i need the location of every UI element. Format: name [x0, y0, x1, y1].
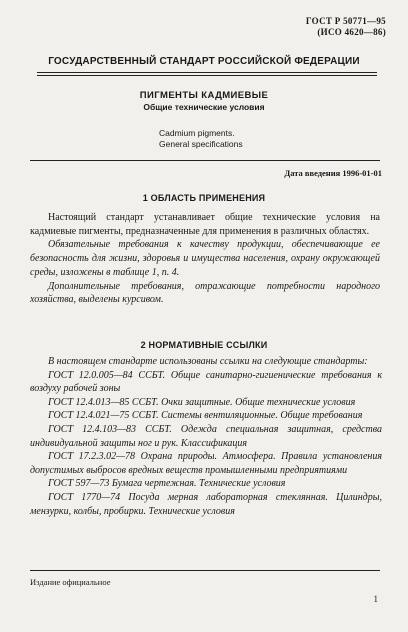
- standard-name: ГОСУДАРСТВЕННЫЙ СТАНДАРТ РОССИЙСКОЙ ФЕДЕРАЦИИ: [48, 56, 360, 67]
- english-title: Cadmium pigments.: [159, 128, 235, 138]
- introduction-date: Дата введения 1996-01-01: [284, 168, 382, 178]
- section-heading-references: 2 НОРМАТИВНЫЕ ССЫЛКИ: [140, 340, 268, 350]
- reference-item: ГОСТ 1770—74 Посуда мерная лабораторная стеклянная. Цилиндры, мензурки, колбы, пробирки. Технические условия: [30, 491, 382, 517]
- title-divider: [30, 160, 380, 161]
- iso-number: (ИСО 4620—86): [317, 27, 386, 37]
- header-rule-top: [37, 72, 377, 73]
- footer-rule: [30, 570, 380, 571]
- reference-item: ГОСТ 12.4.021—75 ССБТ. Системы вентиляционные. Общие требования: [48, 410, 363, 422]
- scope-paragraph: Настоящий стандарт устанавливает общие технические условия на кадмиевые пигменты, предназначенные для применения в различных областях.: [30, 212, 380, 237]
- reference-item: ГОСТ 12.0.005—84 ССБТ. Общие санитарно-гигиенические требования к воздуху рабочей зоны: [30, 369, 382, 395]
- reference-item: ГОСТ 12.4.013—85 ССБТ. Очки защитные. Общие технические условия: [48, 396, 356, 408]
- additional-requirements-paragraph: Дополнительные требования, отражающие потребности народного хозяйства, выделены курсивом.: [30, 280, 380, 306]
- gost-identifier: [306, 16, 386, 38]
- reference-item: ГОСТ 17.2.3.02—78 Охрана природы. Атмосфера. Правила установления допустимых выбросов вредных веществ промышленными предприятиями: [30, 451, 382, 476]
- section-heading-scope: 1 ОБЛАСТЬ ПРИМЕНЕНИЯ: [142, 193, 266, 203]
- mandatory-requirements-paragraph: Обязательные требования к качеству продукции, обеспечивающие ее безопасность для жизни, здоровья и имущества населения, охрану окружающей среды, изложены в таблице 1, п. 4.: [30, 239, 380, 278]
- section-scope-body: [30, 211, 380, 307]
- english-title-block: [159, 128, 243, 149]
- edition-label: Издание официальное: [30, 577, 111, 587]
- gost-number: ГОСТ Р 50771—95: [305, 16, 386, 26]
- document-subtitle: Общие технические условия: [143, 102, 265, 112]
- reference-item: ГОСТ 597—73 Бумага чертежная. Технические условия: [48, 478, 286, 490]
- page-number: 1: [373, 594, 378, 604]
- references-list: [30, 355, 382, 518]
- document-title: ПИГМЕНТЫ КАДМИЕВЫЕ: [139, 90, 269, 101]
- header-rule-bottom: [37, 75, 377, 76]
- reference-item: ГОСТ 12.4.103—83 ССБТ. Одежда специальная защитная, средства индивидуальной защиты ног и рук. Классификация: [30, 423, 382, 449]
- english-subtitle: General specifications: [159, 138, 243, 149]
- references-intro: В настоящем стандарте использованы ссылки на следующие стандарты:: [48, 356, 368, 367]
